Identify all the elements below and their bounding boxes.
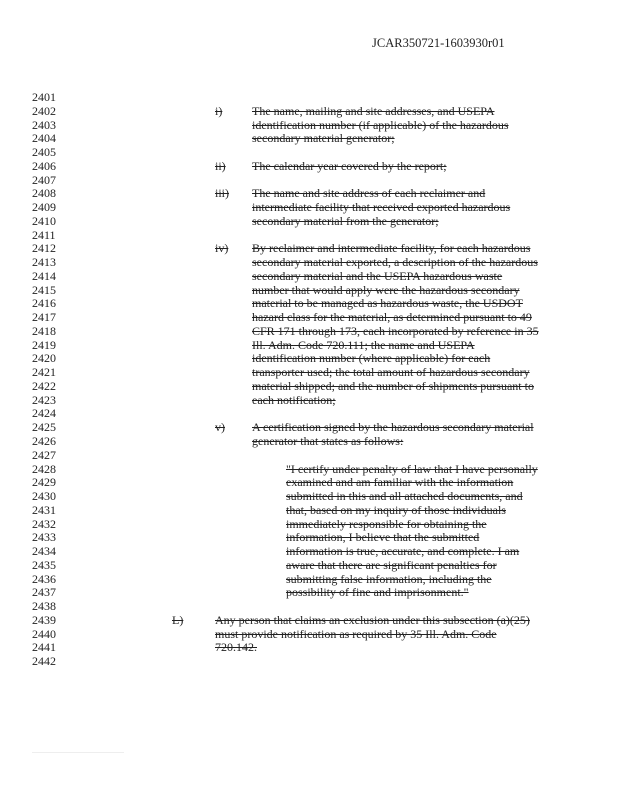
item-text-line: The name, mailing and site addresses, and USEPA [252,103,495,118]
footer-divider [32,752,124,753]
line-number: 2440 [32,626,56,641]
line-number: 2418 [32,323,56,338]
line-number: 2402 [32,103,56,118]
certification-quote-line: possibility of fine and imprisonment." [286,585,469,600]
line-number: 2404 [32,131,56,146]
certification-quote-line: information, I believe that the submitted [286,530,480,545]
item-text-line: hazard class for the material, as determined pursuant to 49 [252,310,532,325]
line-number: 2437 [32,585,56,600]
line-number: 2409 [32,200,56,215]
line-number: 2422 [32,378,56,393]
line-number: 2413 [32,255,56,270]
line-number: 2416 [32,296,56,311]
line-number: 2421 [32,365,56,380]
item-label: ii) [215,158,226,173]
line-number: 2432 [32,516,56,531]
item-text-line: The calendar year covered by the report; [252,158,447,173]
line-number: 2428 [32,461,56,476]
certification-quote-line: that, based on my inquiry of those individuals [286,502,506,517]
line-number: 2401 [32,90,56,104]
certification-quote-line: information is true, accurate, and complete. I am [286,544,520,559]
item-text-line: material to be managed as hazardous waste, the USDOT [252,296,523,311]
line-number: 2424 [32,406,56,421]
line-number: 2434 [32,544,56,559]
item-text-line: secondary material from the generator; [252,213,439,228]
line-number: 2439 [32,612,56,627]
item-text-line: must provide notification as required by 35 Ill. Adm. Code [215,626,497,641]
line-number: 2427 [32,447,56,462]
item-text-line: secondary material exported, a description of the hazardous [252,255,538,270]
item-text-line: identification number (where applicable) for each [252,351,491,366]
item-text-line: material shipped; and the number of shipments pursuant to [252,378,534,393]
line-number: 2442 [32,654,56,669]
line-number: 2405 [32,145,56,160]
line-number: 2433 [32,530,56,545]
line-number: 2415 [32,282,56,297]
line-number: 2412 [32,241,56,256]
item-text-line: identification number (if applicable) of the hazardous [252,117,509,132]
item-text-line: secondary material generator; [252,131,395,146]
line-number: 2429 [32,475,56,490]
item-label: iv) [215,241,229,256]
line-number: 2430 [32,489,56,504]
line-number: 2423 [32,392,56,407]
line-number: 2411 [32,227,56,242]
line-number: 2435 [32,557,56,572]
item-text-line: Ill. Adm. Code 720.111; the name and USEPA [252,337,475,352]
line-number: 2414 [32,268,56,283]
item-text-line: number that would apply were the hazardous secondary [252,282,520,297]
document-id: JCAR350721-1603930r01 [372,36,505,50]
item-text-line: intermediate facility that received exported hazardous [252,200,511,215]
line-number: 2431 [32,502,56,517]
item-label: v) [215,420,225,435]
certification-quote-line: aware that there are significant penalties for [286,557,497,572]
line-number: 2406 [32,158,56,173]
line-number: 2417 [32,310,56,325]
line-number: 2420 [32,351,56,366]
line-number: 2425 [32,420,56,435]
line-number: 2403 [32,117,56,132]
line-number: 2410 [32,213,56,228]
item-text-line: generator that states as follows: [252,434,404,448]
certification-quote-line: examined and am familiar with the information [286,475,514,490]
item-text-line: By reclaimer and intermediate facility, for each hazardous [252,241,531,256]
line-number: 2419 [32,337,56,352]
item-text-line: A certification signed by the hazardous secondary material [252,420,534,435]
line-number: 2408 [32,186,56,201]
item-text-line: 720.142. [215,640,257,655]
item-label: L) [172,612,184,627]
line-number: 2436 [32,571,56,586]
line-number: 2426 [32,434,56,448]
certification-quote-line: submitted in this and all attached documents, and [286,489,523,504]
certification-quote-line: immediately responsible for obtaining the [286,516,487,531]
item-text-line: transporter used; the total amount of hazardous secondary [252,365,530,380]
item-text-line: Any person that claims an exclusion under this subsection (a)(25) [215,612,530,627]
line-number: 2441 [32,640,56,655]
line-number: 2407 [32,172,56,187]
line-number: 2438 [32,599,56,614]
item-text-line: CFR 171 through 173, each incorporated by reference in 35 [252,323,539,338]
certification-quote-line: submitting false information, including the [286,571,492,586]
item-label: iii) [215,186,229,201]
item-label: i) [215,103,223,118]
certification-quote-line: "I certify under penalty of law that I have personally [286,461,538,476]
item-text-line: each notification; [252,392,336,407]
item-text-line: secondary material and the USEPA hazardous waste [252,268,503,283]
item-text-line: The name and site address of each reclaimer and [252,186,486,201]
